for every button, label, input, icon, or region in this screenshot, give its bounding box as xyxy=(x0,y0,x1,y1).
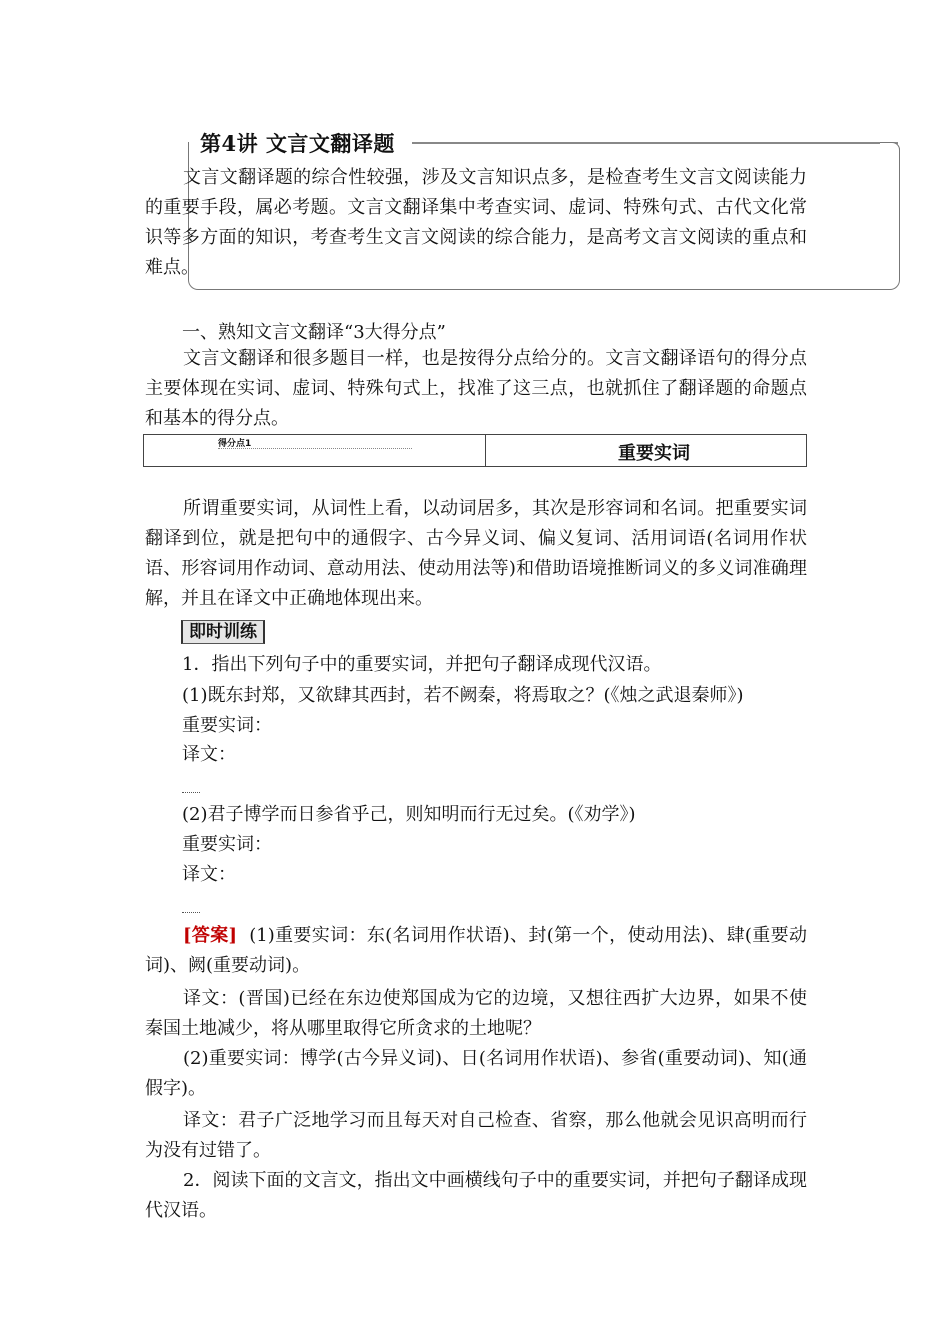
answer-2: (2)重要实词：博学(古今异义词)、日(名词用作状语)、参省(重要动词)、知(通假字)。 xyxy=(145,1048,807,1099)
title-frame-corner xyxy=(880,142,900,158)
label-yiwen-2: 译文： xyxy=(182,864,236,885)
answer-1 xyxy=(145,921,807,981)
answer-2-translation: 译文：君子广泛地学习而且每天对自己检查、省察，那么他就会见识高明而行为没有过错了。 xyxy=(145,1110,807,1161)
answer-1-text: (1)重要实词：东(名词用作状语)、封(第一个，使动用法)、肆(重要动词)、阙(重要动词)。 xyxy=(145,925,807,976)
answer-blank-2 xyxy=(182,912,200,913)
label-yiwen-1: 译文： xyxy=(182,744,236,765)
lesson-title: 第4讲 文言文翻译题 xyxy=(196,128,399,158)
answer-1-translation: 译文：(晋国)已经在东边使郑国成为它的边境，又想往西扩大边界，如果不使秦国土地减少，将从哪里取得它所贪求的土地呢？ xyxy=(145,988,807,1039)
label-shici-2: 重要实词： xyxy=(182,834,272,855)
intro-paragraph: 文言文翻译题的综合性较强，涉及文言知识点多，是检查考生文言文阅读能力的重要手段，属必考题。文言文翻译集中考查实词、虚词、特殊句式、古代文化常识等多方面的知识，考查考生文言文阅读的综合能力，是高考文言文阅读的重点和难点。 xyxy=(145,167,807,278)
question-1-2: (2)君子博学而日参省乎己，则知明而行无过矣。(《劝学》) xyxy=(182,804,636,825)
tag-dotted-line xyxy=(218,448,412,449)
answer-blank-1 xyxy=(182,792,200,793)
title-frame-top-line xyxy=(412,142,898,144)
question-2: 2．阅读下面的文言文，指出文中画横线句子中的重要实词，并把句子翻译成现代汉语。 xyxy=(145,1170,807,1221)
section-body: 文言文翻译和很多题目一样，也是按得分点给分的。文言文翻译语句的得分点主要体现在实词、虚词、特殊句式上，找准了这三点，也就抓住了翻译题的命题点和基本的得分点。 xyxy=(145,348,807,429)
section-heading: 一、熟知文言文翻译“3大得分点” xyxy=(182,322,446,343)
question-1-1: (1)既东封郑，又欲肆其西封，若不阙秦，将焉取之？(《烛之武退秦师》) xyxy=(182,685,744,706)
shici-paragraph: 所谓重要实词，从词性上看，以动词居多，其次是形容词和名词。把重要实词翻译到位，就是把句中的通假字、古今异义词、偏义复词、活用词语(名词用作状语、形容词用作动词、意动用法、使动用法等)和借助语境推断词义的多义词准确理解，并且在译文中正确地体现出来。 xyxy=(145,498,807,609)
answer-tag: [答案] xyxy=(183,925,238,946)
training-badge: 即时训练 xyxy=(181,620,265,644)
label-shici-1: 重要实词： xyxy=(182,715,272,736)
score-point-tag: 得分点1 xyxy=(218,439,252,449)
table-header: 重要实词 xyxy=(618,443,690,464)
score-point-table xyxy=(143,434,807,467)
question-1: 1．指出下列句子中的重要实词，并把句子翻译成现代汉语。 xyxy=(182,654,662,675)
table-divider xyxy=(485,435,486,466)
